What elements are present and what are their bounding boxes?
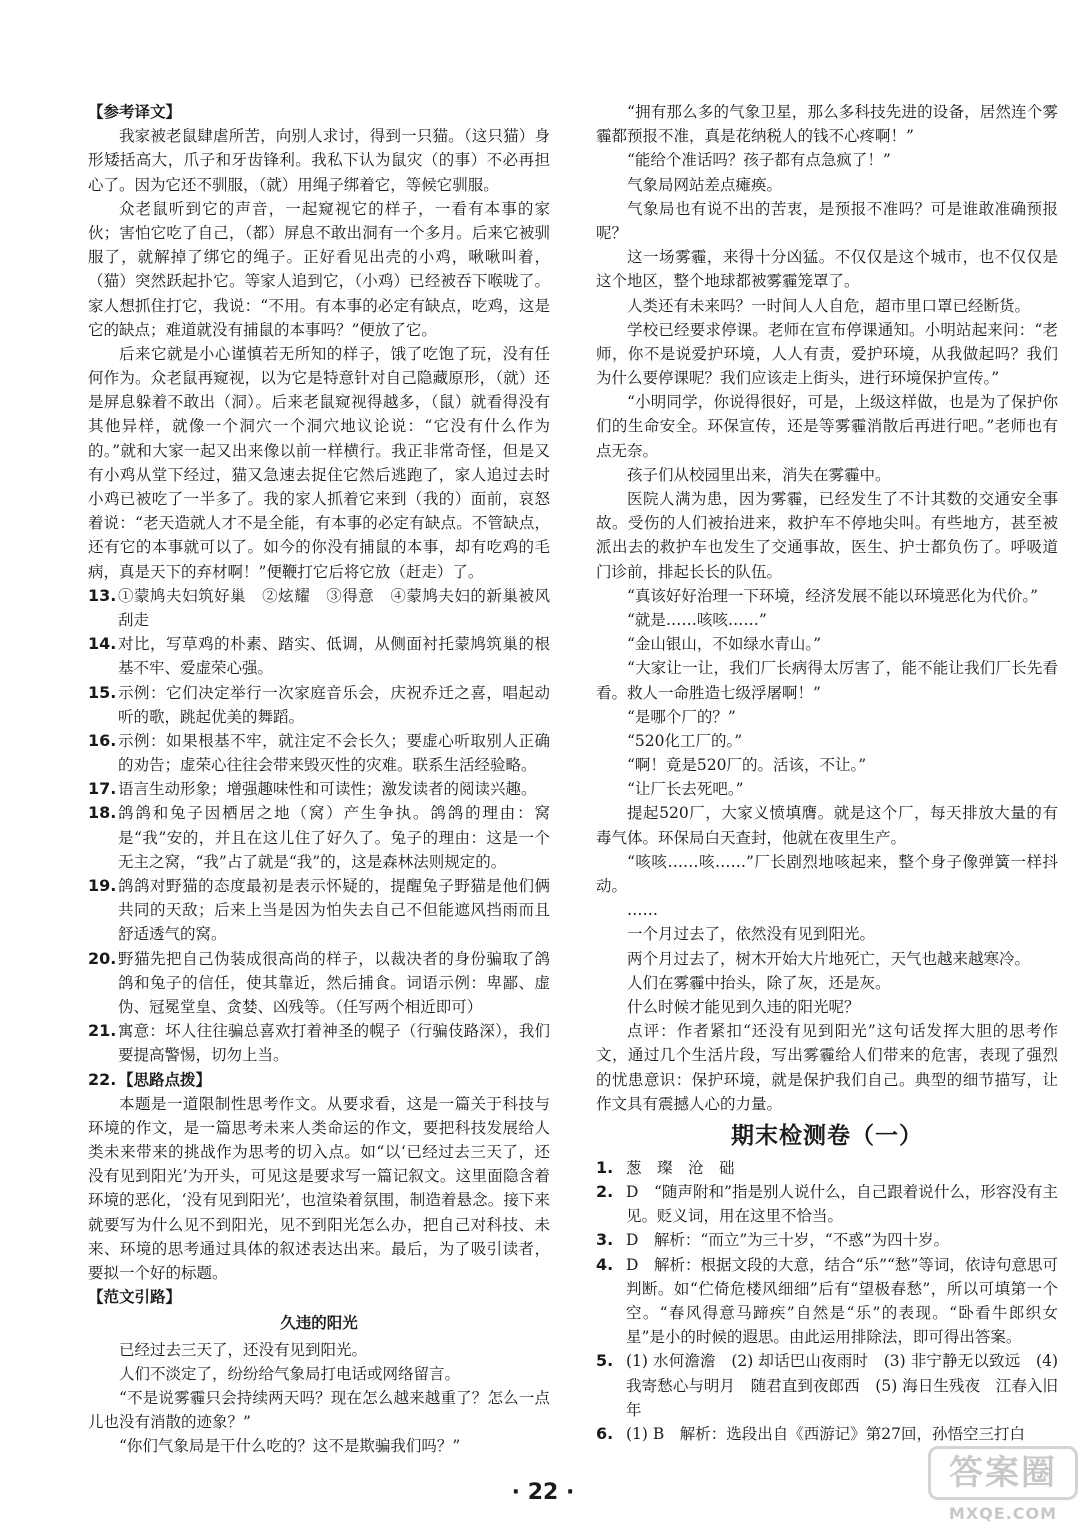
exam-item (596, 1422, 1058, 1446)
exam-item (596, 1228, 1058, 1252)
essay-paragraph: “让厂长去死吧。” (627, 780, 744, 799)
item-text: 示例：如果根基不牢，就注定不会长久；要虚心听取别人正确的劝告；虚荣心往往会带来毁灭性的灾难。联系生活经验略。 (118, 731, 550, 775)
essay-paragraph: “金山银山，不如绿水青山。” (627, 635, 822, 654)
item-number: 16. (88, 730, 117, 750)
item-number: 6. (596, 1423, 614, 1443)
essay-paragraph: 气象局也有说不出的苦衷，是预报不准吗？可是谁敢准确预报呢？ (596, 199, 1058, 242)
item-number: 1. (596, 1157, 614, 1177)
essay-paragraph: “不是说雾霾只会持续两天吗？现在怎么越来越重了？怎么一点儿也没有消散的迹象？” (88, 1388, 550, 1432)
ref-paragraph: 众老鼠听到它的声音，一起窥视它的样子，一看有本事的家伙；害怕它吃了自己，（都）屏息不敢出洞有一个多月。后来它被驯服了，就解掉了绑它的绳子。正好看见出壳的小鸡，啾啾叫着，（猫）突然跃起扑它。等家人追到它，（小鸡）已经被吞下喉咙了。家人想抓住打它，我说：“不用。有本事的必定有缺点，吃鸡，这是它的缺点；难道就没有捕鼠的本事吗？”便放了它。 (88, 199, 550, 339)
item-text: (1) B 解析：选段出自《西游记》第27回，孙悟空三打白 (626, 1424, 1025, 1443)
answer-item (88, 874, 550, 947)
item-text: 对比，写草鸡的朴素、踏实、低调，从侧面衬托蒙鸠筑巢的根基不牢、爱虚荣心强。 (118, 635, 550, 678)
essay-paragraph: 这一场雾霾，来得十分凶猛。不仅仅是这个城市，也不仅仅是这个地区，整个地球都被雾霾笼罩了。 (596, 248, 1058, 291)
item-number: 13. (88, 585, 117, 605)
essay-paragraph: “咳咳……咳……”厂长剧烈地咳起来，整个身子像弹簧一样抖动。 (596, 852, 1058, 895)
essay-paragraph: 提起520厂，大家义愤填膺。就是这个厂，每天排放大量的有毒气体。环保局白天查封，他就在夜里生产。 (596, 804, 1058, 847)
exam-item (596, 1349, 1058, 1422)
essay-paragraph: 已经过去三天了，还没有见到阳光。 (119, 1340, 368, 1359)
answer-item (88, 632, 550, 680)
item-text: 语言生动形象；增强趣味性和可读性；激发读者的阅读兴趣。 (118, 780, 537, 799)
essay-paragraph: 学校已经要求停课。老师在宣布停课通知。小明站起来问：“老师，你不是说爱护环境，人人有责，爱护环境，从我做起吗？我们为什么要停课呢？我们应该走上街头，进行环境保护宣传。” (596, 320, 1058, 388)
item-text: 鸽鸽和兔子因栖居之地（窝）产生争执。鸽鸽的理由：窝是“我”安的，并且在这儿住了好久了。兔子的理由：这是一个无主之窝，“我”占了就是“我”的，这是森林法则规定的。 (118, 804, 550, 871)
essay-comment: 点评：作者紧扣“还没有见到阳光”这句话发挥大胆的思考作文，通过几个生活片段，写出雾霾给人们带来的危害，表现了强烈的忧患意识：保护环境，就是保护我们自己。典型的细节描写，让作文具有震撼人心的力量。 (596, 1022, 1058, 1113)
exam-item (596, 1180, 1058, 1228)
item-text: 寓意：坏人往往骗总喜欢打着神圣的幌子（行骗伎路深），我们要提高警惕，切勿上当。 (118, 1022, 550, 1065)
essay-paragraph: “是哪个厂的？” (627, 707, 736, 726)
essay-paragraph: “大家让一让，我们厂长病得太厉害了，能不能让我们厂长先看看。救人一命胜造七级浮屠啊！” (596, 659, 1058, 702)
essay-paragraph: 人类还有未来吗？一时间人人自危，超市里口罩已经断货。 (627, 296, 1031, 315)
item-number: 21. (88, 1021, 117, 1041)
essay-paragraph: “就是……咳咳……” (627, 610, 767, 629)
essay-title: 久违的阳光 (280, 1313, 358, 1333)
essay-continued (596, 100, 1058, 1019)
essay-paragraph: 两个月过去了，树木开始大片地死亡，天气也越来越寒冷。 (627, 949, 1031, 968)
watermark-url: MXQE.COM (948, 1504, 1058, 1523)
item-number: 18. (88, 803, 117, 823)
essay-paragraph: 一个月过去了，依然没有见到阳光。 (627, 925, 876, 944)
essay-paragraph: …… (627, 901, 658, 920)
answer-item (88, 681, 550, 729)
item-text: 鸽鸽对野猫的态度最初是表示怀疑的，提醒兔子野猫是他们俩共同的天敌；后来上当是因为怕失去自己不但能遮风挡雨而且舒适透气的窝。 (118, 877, 550, 944)
item-text: 葱 璨 沧 础 (626, 1158, 735, 1177)
right-column (596, 100, 1058, 1446)
item-text: D 解析：“而立”为三十岁，“不惑”为四十岁。 (626, 1231, 950, 1250)
item-text: (1) 水何澹澹 (2) 却话巴山夜雨时 (3) 非宁静无以致远 (4) 我寄愁心与明月 随君直到夜郎西 (5) 海日生残夜 江春入旧年 (626, 1352, 1058, 1419)
watermark-text: 答案圈 (928, 1446, 1078, 1500)
item-number: 5. (596, 1351, 614, 1371)
exam-item (596, 1156, 1058, 1180)
ref-paragraph: 我家被老鼠肆虐所苦，向别人求讨，得到一只猫。（这只猫）身形矮括高大，爪子和牙齿锋利。我私下认为鼠灾（的事）不必再担心了。因为它还不驯服，（就）用绳子绑着它，等候它驯服。 (88, 127, 550, 194)
essay-paragraph: 什么时候才能见到久违的阳光呢？ (627, 997, 860, 1016)
essay-paragraph: 人们不淡定了，纷纷给气象局打电话或网络留言。 (119, 1364, 461, 1383)
item-text: D 解析：根据文段的大意，结合“乐”“愁”等词，依诗句意思可判断。如“伫倚危楼风细细”后有“望极春愁”，所以可填第一个空。“春风得意马蹄疾”自然是“乐”的表现。“卧看牛郎织女星”是小的时候的遐思。由此运用排除法，即可得出答案。 (626, 1255, 1058, 1347)
essay-paragraph: “你们气象局是干什么吃的？这不是欺骗我们吗？” (119, 1437, 461, 1456)
model-essay-header: 【范文引路】 (88, 1287, 182, 1307)
essay-paragraph: 医院人满为患，因为雾霾，已经发生了不计其数的交通安全事故。受伤的人们被抬进来，救护车不停地尖叫。有些地方，甚至被派出去的救护车也发生了交通事故，医生、护士都负伤了。呼吸道门诊前，排起长长的队伍。 (596, 490, 1058, 581)
item-text: 野猫先把自己伪装成很高尚的样子，以裁决者的身份骗取了鸽鸽和兔子的信任，使其靠近，然后捕食。词语示例：卑鄙、虚伪、冠冕堂皇、贪婪、凶残等。（任写两个相近即可） (118, 949, 550, 1016)
reference-translation-header: 【参考译文】 (88, 102, 182, 121)
exam-title: 期末检测卷（一） (731, 1122, 923, 1149)
answer-item (88, 584, 550, 632)
essay-paragraph: “真该好好治理一下环境，经济发展不能以环境恶化为代价。” (627, 586, 1039, 605)
item-number: 3. (596, 1230, 614, 1250)
item-number: 4. (596, 1254, 614, 1274)
answer-item (88, 1068, 550, 1092)
answer-item (88, 801, 550, 874)
item-text: 示例：它们决定举行一次家庭音乐会，庆祝乔迁之喜，唱起动听的歌，跳起优美的舞蹈。 (118, 683, 550, 726)
answer-item (88, 777, 550, 801)
exam-item (596, 1253, 1058, 1350)
left-column (88, 100, 550, 1459)
item-number: 15. (88, 682, 117, 702)
essay-paragraph: “小明同学，你说得很好，可是，上级这样做，也是为了保护你们的生命安全。环保宣传，还是等雾霾消散后再进行吧。”老师也有点无奈。 (596, 393, 1058, 460)
item-number: 2. (596, 1182, 614, 1202)
item-number: 14. (88, 634, 117, 654)
answer-item (88, 947, 550, 1020)
item-text: D “随声附和”指是别人说什么，自己跟着说什么，形容没有主见。贬义词，用在这里不恰当。 (626, 1183, 1058, 1226)
idea-paragraph: 本题是一道限制性思考作文。从要求看，这是一篇关于科技与环境的作文，是一篇思考未来人类命运的作文，要把科技发展给人类未来带来的挑战作为思考的切入点。如“以‘已经过去三天了，还没有见到阳光’为开头，可见这是要求写一篇记叙文。这里面隐含着环境的恶化，‘没有见到阳光’，也渲染着氛围，制造着悬念。接下来就要写为什么见不到阳光，见不到阳光怎么办，把自己对科技、未来、环境的思考通过具体的叙述表达出来。最后，为了吸引读者，要拟一个好的标题。 (88, 1094, 550, 1282)
page-number: · 22 · (511, 1480, 575, 1505)
essay-paragraph: 孩子们从校园里出来，消失在雾霾中。 (627, 465, 891, 484)
answer-item (88, 729, 550, 777)
watermark-logo (928, 1446, 1078, 1532)
item-number: 17. (88, 779, 117, 799)
essay-paragraph: “520化工厂的。” (627, 731, 743, 750)
essay-paragraph: 气象局网站差点瘫痪。 (627, 175, 783, 194)
answer-item (88, 1019, 550, 1067)
essay-paragraph: “拥有那么多的气象卫星，那么多科技先进的设备，居然连个雾霾都预报不准，真是花纳税人的钱不心疼啊！” (596, 103, 1058, 146)
ref-paragraph: 后来它就是小心谨慎若无所知的样子，饿了吃饱了玩，没有任何作为。众老鼠再窥视，以为它是特意针对自己隐藏原形，（就）还是屏息躲着不敢出（洞）。后来老鼠窥视得越多，（鼠）就看得没有其他异样，就像一个洞穴一个洞穴地议论说：“它没有什么作为的。”就和大家一起又出来像以前一样横行。我正非常奇怪，但是又有小鸡从堂下经过，猫又急速去捉住它然后逃跑了，家人追过去时小鸡已被吃了一半多了。我的家人抓着它来到（我的）面前，哀怒着说：“老天造就人才不是全能，有本事的必定有缺点。不管缺点，还有它的本事就可以了。如今的你没有捕鼠的本事，却有吃鸡的毛病，真是天下的弃材啊！”便鞭打它后将它放（赶走）了。 (88, 344, 550, 581)
item-text: 【思路点拨】 (118, 1069, 212, 1089)
essay-paragraph: “啊！竟是520厂的。活该，不让。” (627, 756, 867, 775)
item-number: 22. (88, 1069, 117, 1089)
item-text: ①蒙鸠夫妇筑好巢 ②炫耀 ③得意 ④蒙鸠夫妇的新巢被风刮走 (118, 586, 550, 629)
item-number: 19. (88, 876, 117, 895)
essay-paragraph: 人们在雾霾中抬头，除了灰，还是灰。 (627, 973, 891, 992)
item-number: 20. (88, 948, 117, 968)
essay-paragraph: “能给个准话吗？孩子都有点急疯了！” (627, 151, 891, 170)
